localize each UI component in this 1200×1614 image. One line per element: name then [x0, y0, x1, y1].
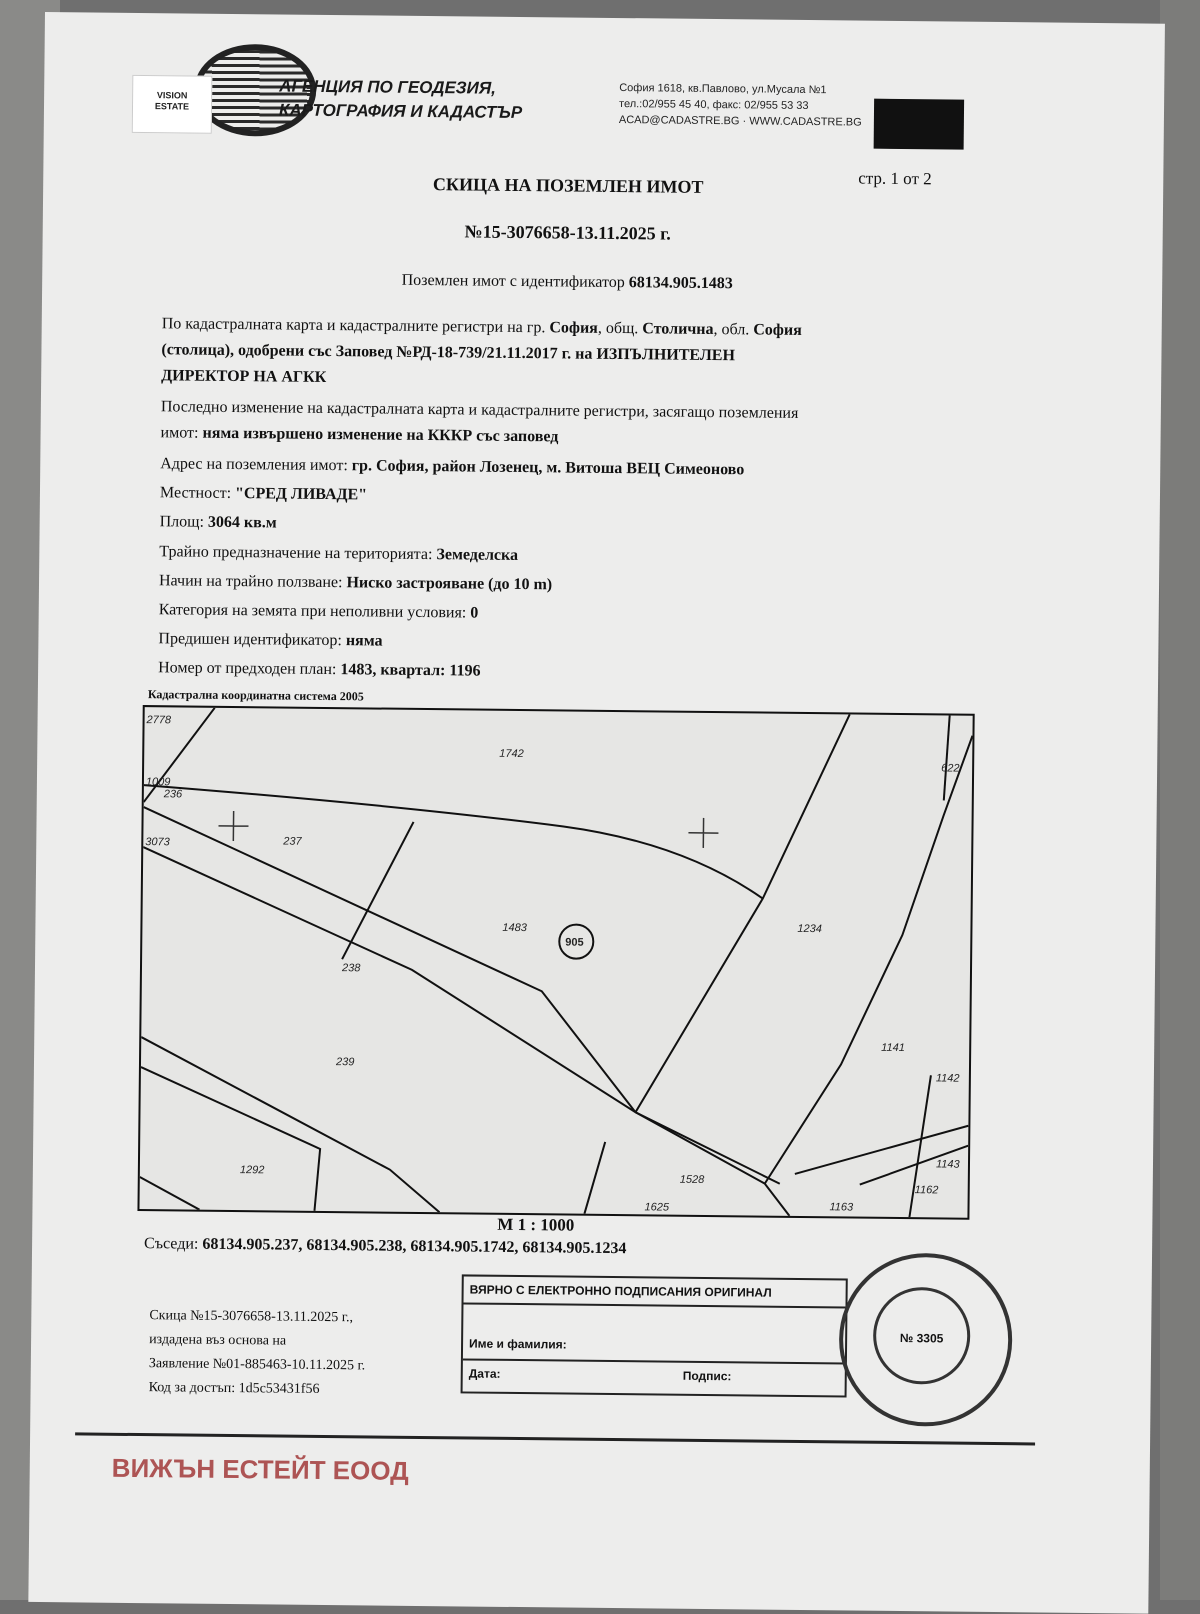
stamp-date-label: Дата: — [468, 1366, 501, 1381]
address-label: Адрес на поземления имот: — [160, 455, 348, 475]
purpose-line — [159, 543, 518, 565]
usage-line — [159, 572, 552, 594]
certification-stamp — [461, 1274, 848, 1397]
stamp-sign-label: Подпис: — [682, 1368, 732, 1384]
vision-estate-logo — [132, 75, 213, 134]
region-name: София — [753, 321, 802, 339]
block-number: 905 — [565, 936, 584, 949]
bottom-rule — [75, 1432, 1035, 1445]
parcel-boundary — [143, 785, 764, 898]
map-drawing — [139, 707, 972, 1218]
company-watermark: ВИЖЪН ЕСТЕЙТ ЕООД — [111, 1452, 409, 1486]
parcel-label: 1163 — [829, 1201, 854, 1214]
parcel-label: 1625 — [644, 1201, 670, 1214]
last-change-label: имот: — [160, 424, 199, 442]
parcel-boundary — [584, 1142, 605, 1214]
category-value: 0 — [470, 604, 479, 622]
prev-plan-value: 1483, квартал: 1196 — [340, 661, 481, 680]
address-line — [160, 455, 744, 479]
footer-line-1: Скица №15-3076658-13.11.2025 г., — [149, 1308, 354, 1326]
redaction-bar — [874, 99, 965, 150]
official-seal — [838, 1252, 1013, 1427]
stamp-divider — [463, 1358, 845, 1364]
prev-plan-line — [158, 659, 481, 680]
agency-contact — [619, 80, 862, 131]
parcel-label: 3073 — [145, 836, 170, 849]
vision-logo-text: VISION — [156, 90, 188, 101]
neighbors-label: Съседи: — [144, 1235, 199, 1253]
access-code: Код за достъп: 1d5c53431f56 — [148, 1380, 320, 1397]
locality-line — [160, 484, 367, 504]
cadastre-line-2: (столица), одобрени със Заповед №РД-18-739/21.11.2017 г. на ИЗПЪЛНИТЕЛЕН — [161, 341, 736, 365]
stamp-name-label: Име и фамилия: — [469, 1336, 567, 1352]
city-name: София — [549, 319, 598, 337]
cadastre-text: По кадастралната карта и кадастралните регистри на гр. — [161, 315, 546, 337]
map-scale: М 1 : 1000 — [497, 1214, 575, 1235]
cadastre-line-3: ДИРЕКТОР НА АГКК — [161, 367, 327, 386]
footer-line-2: издадена въз основа на — [149, 1332, 287, 1349]
municipality-name: Столична — [642, 320, 714, 339]
category-label: Категория на земята при неполивни условия: — [158, 601, 467, 622]
parcel-boundary — [140, 847, 783, 1184]
identifier-value: 68134.905.1483 — [628, 274, 733, 293]
identifier-line — [42, 268, 1092, 297]
seal-number: № 3305 — [873, 1287, 971, 1385]
parcel-label: 1141 — [881, 1041, 905, 1055]
agency-line-2: КАРТОГРАФИЯ И КАДАСТЪР — [278, 100, 523, 123]
background-right — [1160, 0, 1200, 1600]
last-change-value: няма извършено изменение на КККР със заповед — [202, 424, 559, 446]
parcel-boundary — [765, 734, 973, 1186]
parcel-label: 1483 — [502, 921, 527, 935]
last-change-line-2 — [161, 424, 559, 446]
prev-id-value: няма — [345, 632, 383, 650]
parcel-label: 1009 — [145, 776, 171, 789]
parcel-label: 239 — [335, 1056, 355, 1069]
parcel-boundary — [139, 1067, 320, 1211]
parcel-boundary — [139, 1177, 199, 1210]
parcel-label: 1528 — [679, 1173, 705, 1186]
stamp-title: ВЯРНО С ЕЛЕКТРОННО ПОДПИСАНИЯ ОРИГИНАЛ — [469, 1282, 772, 1300]
parcel-label: 238 — [341, 962, 361, 975]
coordinate-system: Кадастрална координатна система 2005 — [147, 687, 364, 704]
cadastre-text: , общ. — [597, 319, 639, 338]
locality-label: Местност: — [159, 484, 232, 502]
neighbors-line — [144, 1235, 626, 1258]
cadastre-line-1 — [162, 315, 802, 340]
parcel-label: 1143 — [935, 1158, 960, 1171]
document-page — [28, 12, 1165, 1614]
parcel-label: 1142 — [935, 1072, 960, 1085]
footer-line-3: Заявление №01-885463-10.11.2025 г. — [148, 1356, 366, 1374]
prev-id-label: Предишен идентификатор: — [158, 630, 342, 650]
parcel-label: 237 — [283, 835, 302, 848]
parcel-label: 1742 — [499, 747, 524, 761]
cadastral-map — [137, 705, 974, 1220]
usage-value: Ниско застрояване (до 10 m) — [346, 574, 553, 594]
category-line — [159, 601, 479, 622]
address-value: гр. София, район Лозенец, м. Витоша ВЕЦ Симеоново — [351, 457, 745, 479]
parcel-label: 622 — [941, 762, 960, 775]
area-label: Площ: — [159, 513, 205, 531]
purpose-value: Земеделска — [436, 546, 519, 564]
area-line — [160, 513, 277, 532]
contact-email: ACAD@CADASTRE.BG · WWW.CADASTRE.BG — [618, 114, 862, 129]
parcel-label: 2778 — [146, 714, 172, 727]
parcel-boundary — [139, 1037, 441, 1212]
parcel-boundary — [944, 715, 950, 800]
contact-address: София 1618, кв.Павлово, ул.Мусала №1 — [619, 82, 827, 97]
parcel-boundary — [636, 712, 850, 1114]
identifier-label: Поземлен имот с идентификатор — [401, 271, 625, 292]
agency-name — [279, 74, 523, 125]
parcel-label: 236 — [163, 788, 183, 801]
estate-logo-text: ESTATE — [154, 101, 190, 112]
prev-plan-label: Номер от предходен план: — [158, 659, 337, 679]
purpose-label: Трайно предназначение на територията: — [159, 543, 433, 564]
document-title: СКИЦА НА ПОЗЕМЛЕН ИМОТ — [432, 174, 704, 197]
page-number: стр. 1 от 2 — [858, 168, 932, 189]
parcel-boundary — [634, 1112, 790, 1216]
cadastre-text: , обл. — [713, 321, 750, 339]
last-change-line-1: Последно изменение на кадастралната карта и кадастралните регистри, засягащо поземления — [160, 398, 799, 422]
locality-value: "СРЕД ЛИВАДЕ" — [234, 485, 368, 504]
contact-phone: тел.:02/955 45 40, факс: 02/955 53 33 — [619, 98, 809, 113]
parcel-label: 1162 — [914, 1184, 939, 1197]
parcel-boundary — [342, 821, 413, 960]
stamp-divider — [463, 1302, 845, 1308]
area-value: 3064 кв.м — [207, 513, 277, 532]
usage-label: Начин на трайно ползване: — [158, 572, 343, 592]
document-number: №15-3076658-13.11.2025 г. — [464, 221, 671, 244]
parcel-label: 1292 — [239, 1164, 265, 1177]
parcel-label: 1234 — [797, 922, 822, 936]
neighbors-value: 68134.905.237, 68134.905.238, 68134.905.1742, 68134.905.1234 — [202, 1235, 627, 1258]
prev-id-line — [158, 630, 382, 650]
agency-line-1: АГЕНЦИЯ ПО ГЕОДЕЗИЯ, — [279, 76, 496, 98]
